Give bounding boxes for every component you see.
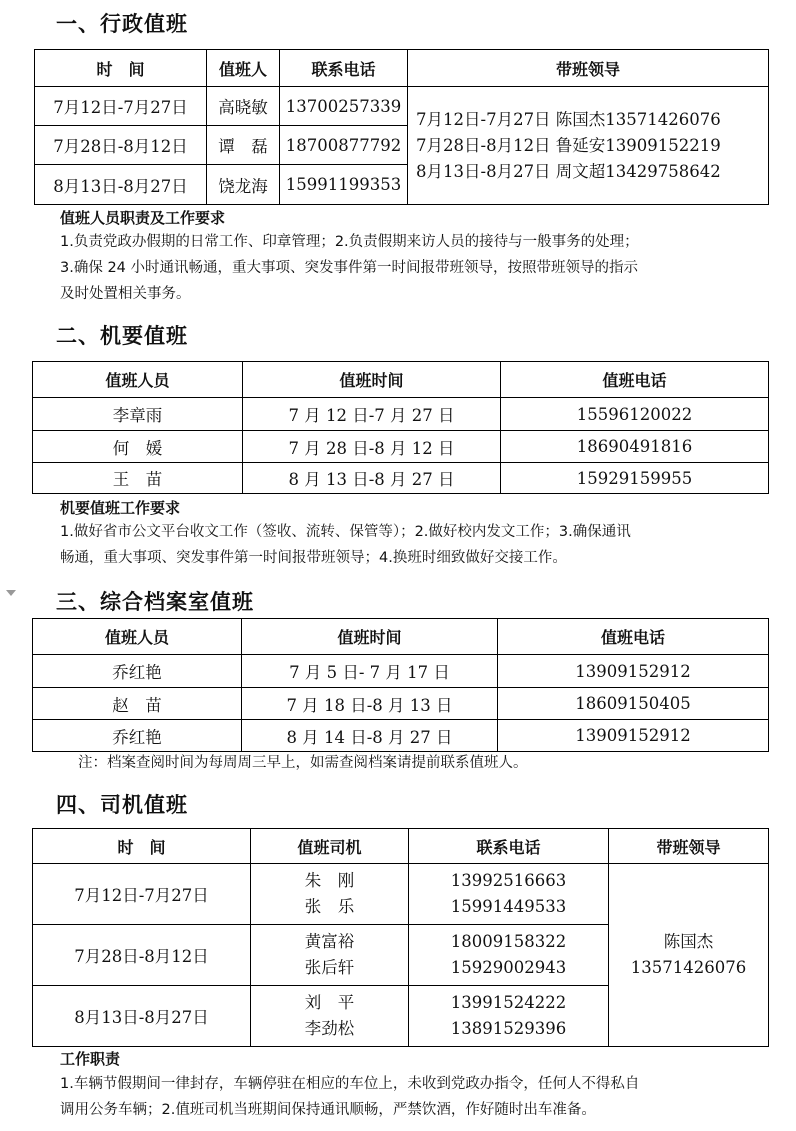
collapse-marker-icon [6,590,16,596]
cell-phone: 13909152912 [498,720,769,752]
cell-drivers [251,925,409,986]
table-row [33,864,769,925]
cell-person: 谭 磊 [207,126,280,165]
cell-person: 高晓敏 [207,87,280,126]
cell-person: 李章雨 [33,398,243,431]
driver-phone: 15991449533 [450,897,567,916]
cell-time: 7月12日-7月27日 [35,87,207,126]
section-title-confidential: 二、机要值班 [56,324,188,348]
col-header-driver: 值班司机 [251,829,409,864]
table-row [33,720,769,752]
leader-phone: 13571426076 [630,958,747,977]
cell-phone: 13700257339 [280,87,408,126]
driver-name: 朱 刚 [304,871,355,890]
driver-duty-table [32,828,769,1047]
section-title-archive: 三、综合档案室值班 [56,590,254,614]
driver-name: 黄富裕 [304,932,355,951]
driver-requirements-title: 工作职责 [60,1050,121,1068]
cell-time: 8月13日-8月27日 [33,986,251,1047]
col-header-person: 值班人 [207,50,280,87]
driver-name: 张后轩 [304,958,355,977]
paragraph-line: 调用公务车辆；2.值班司机当班期间保持通讯顺畅，严禁饮酒，作好随时出车准备。 [60,1102,596,1118]
driver-phone: 13891529396 [450,1019,567,1038]
col-header-phone: 值班电话 [501,362,769,398]
cell-time: 8 月 13 日-8 月 27 日 [243,463,501,494]
cell-drivers [251,864,409,925]
col-header-time: 值班时间 [243,362,501,398]
cell-person: 何 媛 [33,431,243,463]
archive-duty-table [32,618,769,752]
cell-phone: 18700877792 [280,126,408,165]
cell-phone: 13909152912 [498,655,769,688]
col-header-person: 值班人员 [33,619,242,655]
cell-person: 饶龙海 [207,165,280,205]
cell-drivers [251,986,409,1047]
col-header-phone: 联系电话 [409,829,609,864]
col-header-time: 值班时间 [242,619,498,655]
paragraph-line: 3.确保 24 小时通讯畅通，重大事项、突发事件第一时间报带班领导，按照带班领导的指示 [60,260,638,276]
paragraph-line: 畅通，重大事项、突发事件第一时间报带班领导；4.换班时细致做好交接工作。 [60,550,567,566]
col-header-leader: 带班领导 [609,829,769,864]
cell-time: 7 月 18 日-8 月 13 日 [242,688,498,720]
paragraph-line: 1.车辆节假期间一律封存，车辆停驻在相应的车位上，未收到党政办指令，任何人不得私自 [60,1076,640,1092]
col-header-person: 值班人员 [33,362,243,398]
driver-name: 刘 平 [304,993,355,1012]
table-row [35,87,769,126]
leader-line: 7月12日-7月27日 陈国杰13571426076 [416,109,721,129]
confidential-duty-table [32,361,769,494]
cell-person: 赵 苗 [33,688,242,720]
cell-time: 7月28日-8月12日 [35,126,207,165]
cell-phone: 15596120022 [501,398,769,431]
cell-leader [609,864,769,1047]
cell-phones [409,925,609,986]
paragraph-line: 1.负责党政办假期的日常工作、印章管理；2.负责假期来访人员的接待与一般事务的处理； [60,234,639,250]
col-header-time: 时 间 [35,50,207,87]
driver-requirements-text [60,1071,770,1123]
cell-leaders [408,87,769,205]
driver-phone: 13992516663 [450,871,567,890]
leader-name: 陈国杰 [663,932,714,951]
leader-line: 8月13日-8月27日 周文超13429758642 [416,161,721,181]
cell-phone: 15991199353 [280,165,408,205]
driver-name: 张 乐 [304,897,355,916]
cell-time: 7 月 28 日-8 月 12 日 [243,431,501,463]
table-row [33,431,769,463]
cell-time: 8 月 14 日-8 月 27 日 [242,720,498,752]
section-title-driver: 四、司机值班 [56,793,188,817]
confidential-requirements-title: 机要值班工作要求 [60,499,181,517]
cell-person: 乔红艳 [33,655,242,688]
col-header-time: 时 间 [33,829,251,864]
cell-person: 王 苗 [33,463,243,494]
paragraph-line: 1.做好省市公文平台收文工作（签收、流转、保管等）；2.做好校内发文工作；3.确保通讯 [60,524,631,540]
cell-time: 7 月 5 日- 7 月 17 日 [242,655,498,688]
driver-phone: 13991524222 [450,993,567,1012]
cell-phone: 15929159955 [501,463,769,494]
section-title-admin: 一、行政值班 [56,12,188,36]
table-row [33,398,769,431]
admin-requirements-text [60,229,770,307]
table-row [33,655,769,688]
cell-phones [409,986,609,1047]
driver-phone: 15929002943 [450,958,567,977]
driver-phone: 18009158322 [450,932,567,951]
cell-person: 乔红艳 [33,720,242,752]
col-header-phone: 联系电话 [280,50,408,87]
confidential-requirements-text [60,519,770,571]
cell-time: 8月13日-8月27日 [35,165,207,205]
paragraph-line: 及时处置相关事务。 [60,286,191,302]
driver-name: 李劲松 [304,1019,355,1038]
col-header-leader: 带班领导 [408,50,769,87]
cell-time: 7月28日-8月12日 [33,925,251,986]
admin-requirements-title: 值班人员职责及工作要求 [60,209,226,227]
col-header-phone: 值班电话 [498,619,769,655]
cell-time: 7 月 12 日-7 月 27 日 [243,398,501,431]
cell-time: 7月12日-7月27日 [33,864,251,925]
cell-phones [409,864,609,925]
archive-note: 注：档案查阅时间为每周周三早上，如需查阅档案请提前联系值班人。 [78,755,528,771]
admin-duty-table [34,49,769,205]
cell-phone: 18690491816 [501,431,769,463]
table-row [33,463,769,494]
table-row [33,688,769,720]
leader-line: 7月28日-8月12日 鲁延安13909152219 [416,135,721,155]
cell-phone: 18609150405 [498,688,769,720]
